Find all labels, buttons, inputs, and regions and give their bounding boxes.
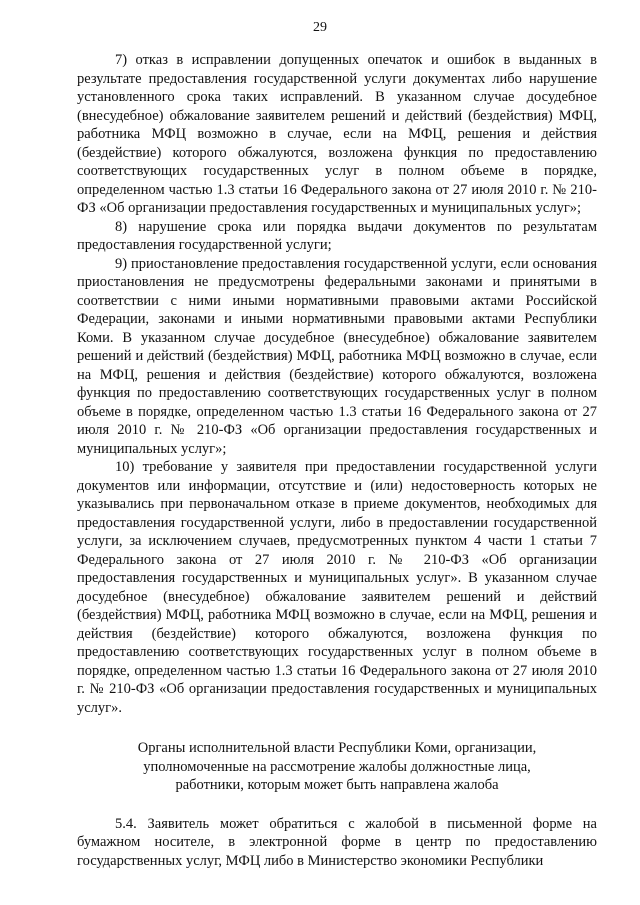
section-heading-line-2: уполномоченные на рассмотрение жалобы должностные лица, xyxy=(143,758,531,775)
section-heading-line-3: работники, которым может быть направлена жалоба xyxy=(175,777,499,793)
section-heading-line-1: Органы исполнительной власти Республики Коми, организации, xyxy=(137,740,537,756)
document-body xyxy=(77,51,597,870)
paragraph-item-10: 10) требование у заявителя при предоставлении государственной услуги документов или информации, отсутствие и (или) недостоверность которых не указывались при первоначальном отказе в приеме документов, необходимых для предоставления государственной услуги, либо в предоставлении государственной услуги, за исключением случаев, предусмотренных пунктом 4 части 1 статьи 7 Федерального закона от 27 июля 2010 г. № 210-ФЗ «Об организации предоставления государственных и муниципальных услуг». В указанном случае досудебное (внесудебное) обжалование заявителем решений и действий (бездействия) МФЦ, работника МФЦ возможно в случае, если на МФЦ, решения и действия (бездействие) которого обжалуются, возложена функция по предоставлению соответствующих государственных услуг в полном объеме в порядке, определенном частью 1.3 статьи 16 Федерального закона от 27 июля 2010 г. № 210-ФЗ «Об организации предоставления государственных и муниципальных услуг». xyxy=(77,459,597,716)
paragraph-item-8: 8) нарушение срока или порядка выдачи документов по результатам предоставления государственной услуги; xyxy=(77,218,597,253)
paragraph-5-4: 5.4. Заявитель может обратиться с жалобой в письменной форме на бумажном носителе, в электронной форме в центр по предоставлению государственных услуг, МФЦ либо в Министерство экономики Республики xyxy=(77,815,597,869)
paragraph-item-9: 9) приостановление предоставления государственной услуги, если основания приостановления не предусмотрены федеральными законами и принятыми в соответствии с ними иными нормативными правовыми актами Российской Федерации, законами и иными нормативными правовыми актами Республики Коми. В указанном случае досудебное (внесудебное) обжалование заявителем решений и действий (бездействия) МФЦ, работника МФЦ возможно в случае, если на МФЦ, решения и действия (бездействие) которого обжалуются, возложена функция по предоставлению соответствующих государственных услуг в полном объеме в порядке, определенном частью 1.3 статьи 16 Федерального закона от 27 июля 2010 г. № 210-ФЗ «Об организации предоставления государственных и муниципальных услуг»; xyxy=(77,255,597,457)
page-number: 29 xyxy=(313,20,327,35)
paragraph-item-7: 7) отказ в исправлении допущенных опечаток и ошибок в выданных в результате предоставления государственной услуги документах либо нарушение установленного срока таких исправлений. В указанном случае досудебное (внесудебное) обжалование заявителем решений и действий (бездействия) МФЦ, работника МФЦ возможно в случае, если на МФЦ, решения и действия (бездействие) которого обжалуются, возложена функция по предоставлению соответствующих государственных услуг в полном объеме в порядке, определенном частью 1.3 статьи 16 Федерального закона от 27 июля 2010 г. № 210-ФЗ «Об организации предоставления государственных и муниципальных услуг»; xyxy=(77,52,597,216)
section-heading xyxy=(77,739,597,795)
